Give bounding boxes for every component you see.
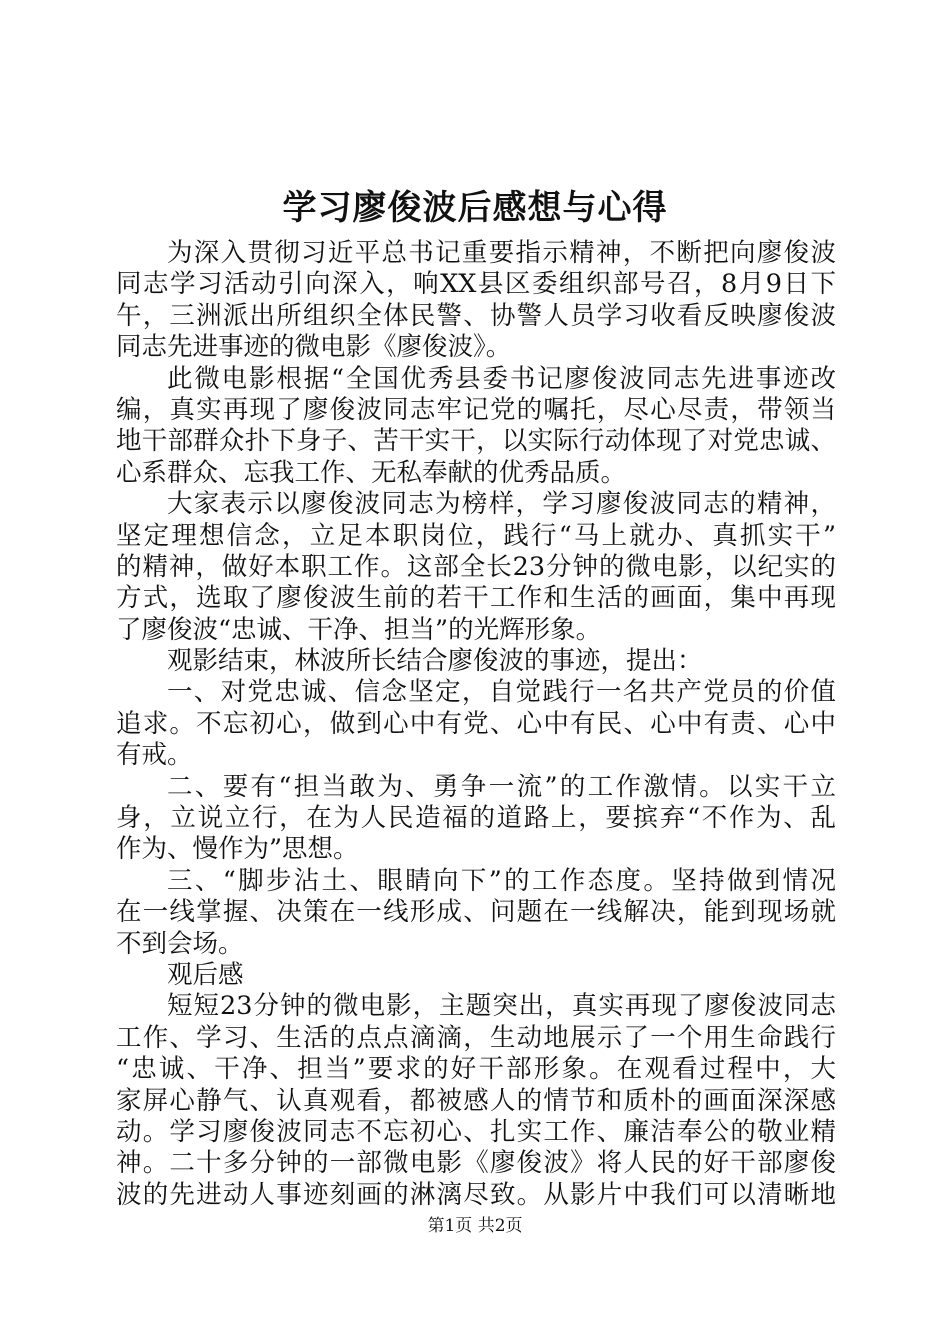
text-line: 二、要有“担当敢为、勇争一流”的工作激情。以实干立 [167,771,836,802]
text-line: 编，真实再现了廖俊波同志牢记党的嘱托，尽心尽责，带领当 [116,394,836,425]
text-line: 三、“脚步沾土、眼睛向下”的工作态度。坚持做到情况 [167,865,836,896]
text-line: 同志学习活动引向深入，响XX县区委组织部号召，8月9日下 [116,269,836,300]
text-line: 不到会场。 [116,928,244,959]
text-line: 观影结束，林波所长结合廖俊波的事迹，提出： [167,646,703,677]
text-line: 方式，选取了廖俊波生前的若干工作和生活的画面，集中再现 [116,583,836,614]
text-line: 工作、学习、生活的点点滴滴，生动地展示了一个用生命践行 [116,1022,836,1053]
text-line: 一、对党忠诚、信念坚定，自觉践行一名共产党员的价值 [167,677,836,708]
text-line: 作为、慢作为”思想。 [116,834,359,865]
text-line: 坚定理想信念，立足本职岗位，践行“马上就办、真抓实干” [116,520,836,551]
text-line: 神。二十多分钟的一部微电影《廖俊波》将人民的好干部廖俊 [116,1148,836,1179]
text-line: “忠诚、干净、担当”要求的好干部形象。在观看过程中，大 [116,1054,836,1085]
text-line: 观后感 [167,959,244,990]
text-line: 在一线掌握、决策在一线形成、问题在一线解决，能到现场就 [116,897,836,928]
text-line: 大家表示以廖俊波同志为榜样，学习廖俊波同志的精神， [167,489,836,520]
text-line: 了廖俊波“忠诚、干净、担当”的光辉形象。 [116,614,602,645]
document-body [116,238,836,1211]
text-line: 家屏心静气、认真观看，都被感人的情节和质朴的画面深深感 [116,1085,836,1116]
text-line: 午，三洲派出所组织全体民警、协警人员学习收看反映廖俊波 [116,300,836,331]
text-line: 心系群众、忘我工作、无私奉献的优秀品质。 [116,457,627,488]
text-line: 为深入贯彻习近平总书记重要指示精神，不断把向廖俊波 [167,238,836,268]
text-line: 动。学习廖俊波同志不忘初心、扎实工作、廉洁奉公的敬业精 [116,1116,836,1147]
text-line: 波的先进动人事迹刻画的淋漓尽致。从影片中我们可以清晰地 [116,1179,836,1210]
text-line: 的精神，做好本职工作。这部全长23分钟的微电影，以纪实的 [116,551,836,582]
text-line: 短短23分钟的微电影，主题突出，真实再现了廖俊波同志 [167,991,836,1022]
document-title: 学习廖俊波后感想与心得 [282,188,668,228]
page-footer: 第1页 共2页 [427,1216,523,1236]
text-line: 身，立说立行，在为人民造福的道路上，要摈弃“不作为、乱 [116,803,836,834]
text-line: 有戒。 [116,740,193,771]
text-line: 地干部群众扑下身子、苦干实干，以实际行动体现了对党忠诚、 [116,426,836,457]
text-line: 同志先进事迹的微电影《廖俊波》。 [116,332,512,363]
text-line: 追求。不忘初心，做到心中有党、心中有民、心中有责、心中 [116,708,836,739]
text-line: 此微电影根据“全国优秀县委书记廖俊波同志先进事迹改 [167,363,836,394]
